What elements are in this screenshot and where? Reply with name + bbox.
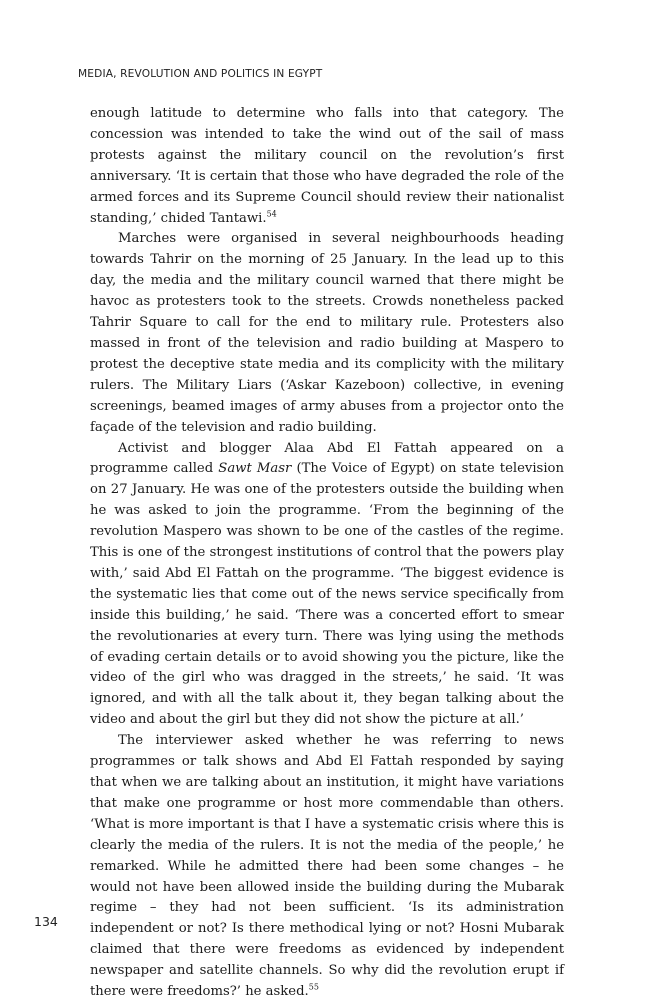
paragraph-text: (The Voice of Egypt) on state television on 27 January. He was one of the protesters outside the building when he was asked to join the programme. ‘From the beginning of the revolution Maspero was shown to be one of the castles of the regime. This is one of the strongest institutions of control that the powers play with,’ said Abd El Fattah on the programme. ‘The biggest evidence is the systematic lies that come out of the news service specifically from inside this building,’ he said. ‘There was a concerted effort to smear the revolutionaries at every turn. There was lying using the methods of evading certain details or to avoid showing you the picture, like the video of the girl who was dragged in the streets,’ he said. ‘It was ignored, and with all the talk about it, they began talking about the video and about the girl but they did not show the picture at all.’ <box>90 461 564 728</box>
paragraph <box>90 229 564 438</box>
italic-title: Sawt Masr <box>218 461 292 477</box>
body-text <box>90 104 564 1003</box>
footnote-marker: 54 <box>266 209 277 219</box>
paragraph <box>90 439 564 732</box>
paragraph-text: Activist and blogger Alaa Abd El Fattah appeared on a programme called <box>90 440 564 477</box>
paragraph <box>90 104 564 229</box>
page-number: 134 <box>34 914 58 929</box>
paragraph-text: Marches were organised in several neighbourhoods heading towards Tahrir on the morning of 25 January. In the lead up to this day, the media and the military council warned that there might be havoc as protesters took to the streets. Crowds nonetheless packed Tahrir Square to call for the end to military rule. Protesters also massed in front of the television and radio building at Maspero to protest the deceptive state media and its complicity with the military rulers. The Military Liars (‘Askar Kazeboon) collective, in evening screenings, beamed images of army abuses from a projector onto the façade of the television and radio building. <box>90 231 564 435</box>
running-header: MEDIA, REVOLUTION AND POLITICS IN EGYPT <box>78 68 323 80</box>
paragraph-text: enough latitude to determine who falls into that category. The concession was intended to take the wind out of the sail of mass protests against the military council on the revolution’s first anniversary. ‘It is certain that those who have degraded the role of the armed forces and its Supreme Council should review their nationalist standing,’ chided Tantawi. <box>90 106 564 226</box>
paragraph-text: The interviewer asked whether he was referring to news programmes or talk shows and Abd El Fattah responded by saying that when we are talking about an institution, it might have variations that make one programme or host more commendable than others. ‘What is more important is that I have a systematic crisis where this is clearly the media of the rulers. It is not the media of the people,’ he remarked. While he admitted there had been some changes – he would not have been allowed inside the building during the Mubarak regime – they had not been sufficient. ‘Is its administration independent or not? Is there methodical lying or not? Hosni Mubarak claimed that there were freedoms as evidenced by independent newspaper and satellite channels. So why did the revolution erupt if there were freedoms?’ he asked. <box>90 733 564 1000</box>
footnote-marker: 55 <box>308 982 319 992</box>
paragraph <box>90 731 564 1003</box>
